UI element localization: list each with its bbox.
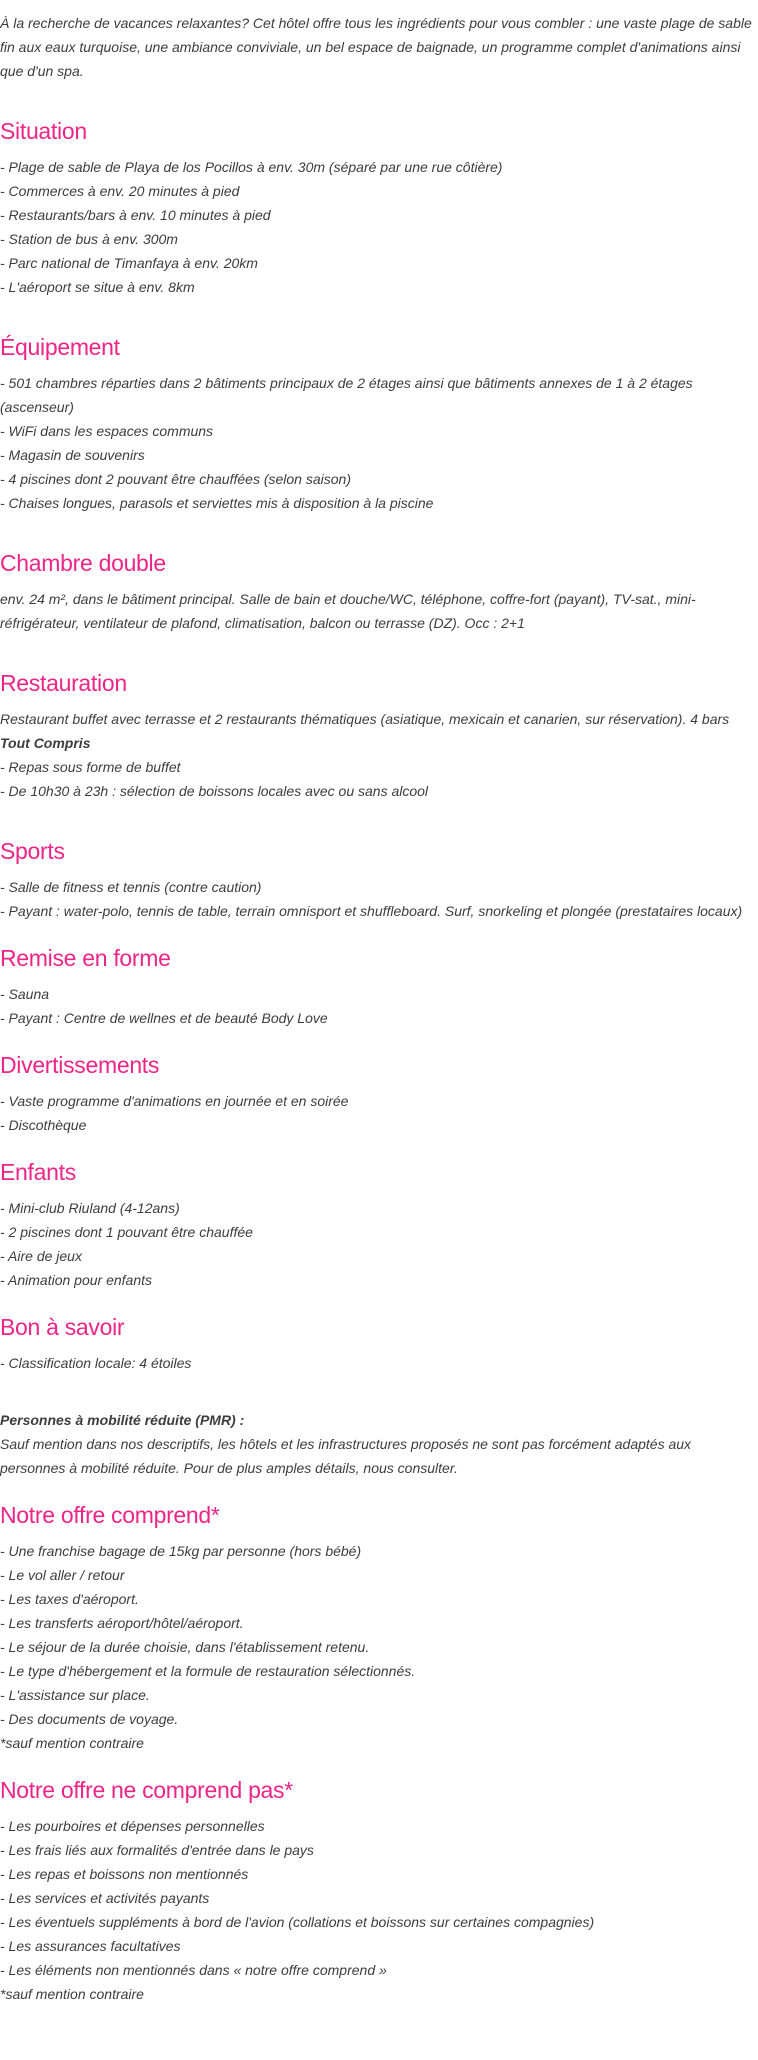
divertissements-heading: Divertissements xyxy=(0,1052,160,1078)
list-item: - Aire de jeux xyxy=(0,1248,82,1264)
list-item: - 4 piscines dont 2 pouvant être chauffées (selon saison) xyxy=(0,471,351,487)
list-item: - Les pourboires et dépenses personnelles xyxy=(0,1818,265,1834)
comprend-footnote: *sauf mention contraire xyxy=(0,1735,144,1751)
list-item: - Magasin de souvenirs xyxy=(0,447,145,463)
comprend-list xyxy=(0,1539,758,1731)
list-item: - 2 piscines dont 1 pouvant être chauffée xyxy=(0,1224,253,1240)
list-item: - Station de bus à env. 300m xyxy=(0,231,178,247)
list-item: - Les éventuels suppléments à bord de l'avion (collations et boissons sur certaines compagnies) xyxy=(0,1914,595,1930)
list-item: - Payant : water-polo, tennis de table, terrain omnisport et shuffleboard. Surf, snorkeling et plongée (prestataires locaux) xyxy=(0,903,743,919)
enfants-heading: Enfants xyxy=(0,1159,76,1185)
sports-heading: Sports xyxy=(0,838,65,864)
list-item: - Repas sous forme de buffet xyxy=(0,759,181,775)
list-item: - Les repas et boissons non mentionnés xyxy=(0,1866,249,1882)
list-item: - Commerces à env. 20 minutes à pied xyxy=(0,183,240,199)
list-item: - Mini-club Riuland (4-12ans) xyxy=(0,1200,180,1216)
forme-list xyxy=(0,982,758,1030)
list-item: - WiFi dans les espaces communs xyxy=(0,423,214,439)
savoir-heading: Bon à savoir xyxy=(0,1314,125,1340)
enfants-list xyxy=(0,1196,758,1292)
list-item: - Vaste programme d'animations en journée et en soirée xyxy=(0,1093,349,1109)
list-item: - Le vol aller / retour xyxy=(0,1567,125,1583)
pmr-title: Personnes à mobilité réduite (PMR) : xyxy=(0,1412,245,1428)
non-comprend-list xyxy=(0,1814,758,1982)
comprend-heading: Notre offre comprend* xyxy=(0,1502,220,1528)
list-item: - Discothèque xyxy=(0,1117,87,1133)
list-item: - Restaurants/bars à env. 10 minutes à pied xyxy=(0,207,271,223)
list-item: - 501 chambres réparties dans 2 bâtiments principaux de 2 étages ainsi que bâtiments annexes de 1 à 2 étages (ascenseur) xyxy=(0,375,693,415)
intro-text: À la recherche de vacances relaxantes? Cet hôtel offre tous les ingrédients pour vous combler : une vaste plage de sable fin aux eaux turquoise, une ambiance conviviale, un bel espace de baignade, un programme complet d'animations ainsi que d'un spa. xyxy=(0,15,752,79)
list-item: - Payant : Centre de wellnes et de beauté Body Love xyxy=(0,1010,328,1026)
non-comprend-footnote: *sauf mention contraire xyxy=(0,1986,144,2002)
list-item: - Plage de sable de Playa de los Pocillos à env. 30m (séparé par une rue côtière) xyxy=(0,159,503,175)
divertissements-list xyxy=(0,1089,758,1137)
list-item: - Classification locale: 4 étoiles xyxy=(0,1355,192,1371)
list-item: - L'aéroport se situe à env. 8km xyxy=(0,279,195,295)
sports-list xyxy=(0,875,758,923)
list-item: - L'assistance sur place. xyxy=(0,1687,150,1703)
list-item: - Animation pour enfants xyxy=(0,1272,153,1288)
list-item: - Les frais liés aux formalités d'entrée dans le pays xyxy=(0,1842,314,1858)
list-item: - Parc national de Timanfaya à env. 20km xyxy=(0,255,258,271)
restauration-text: Restaurant buffet avec terrasse et 2 restaurants thématiques (asiatique, mexicain et canarien, sur réservation). 4 bars xyxy=(0,711,730,727)
chambre-heading: Chambre double xyxy=(0,550,166,576)
list-item: - Les transferts aéroport/hôtel/aéroport. xyxy=(0,1615,244,1631)
list-item: - Le type d'hébergement et la formule de restauration sélectionnés. xyxy=(0,1663,416,1679)
situation-list xyxy=(0,155,758,299)
list-item: - Salle de fitness et tennis (contre caution) xyxy=(0,879,262,895)
list-item: - Les services et activités payants xyxy=(0,1890,210,1906)
restauration-list xyxy=(0,755,758,803)
list-item: - Les assurances facultatives xyxy=(0,1938,181,1954)
forme-heading: Remise en forme xyxy=(0,945,171,971)
non-comprend-heading: Notre offre ne comprend pas* xyxy=(0,1777,293,1803)
savoir-list xyxy=(0,1351,758,1375)
list-item: - Chaises longues, parasols et serviettes mis à disposition à la piscine xyxy=(0,495,434,511)
situation-heading: Situation xyxy=(0,118,87,144)
equipement-heading: Équipement xyxy=(0,334,120,360)
list-item: - Sauna xyxy=(0,986,50,1002)
list-item: - Une franchise bagage de 15kg par personne (hors bébé) xyxy=(0,1543,362,1559)
list-item: - Les éléments non mentionnés dans « notre offre comprend » xyxy=(0,1962,387,1978)
list-item: - Les taxes d'aéroport. xyxy=(0,1591,139,1607)
chambre-text: env. 24 m², dans le bâtiment principal. Salle de bain et douche/WC, téléphone, coffre-fort (payant), TV-sat., mini-réfrigérateur, ventilateur de plafond, climatisation, balcon ou terrasse (DZ). Occ : 2+1 xyxy=(0,591,696,631)
list-item: - Des documents de voyage. xyxy=(0,1711,179,1727)
equipement-list xyxy=(0,371,758,515)
list-item: - De 10h30 à 23h : sélection de boissons locales avec ou sans alcool xyxy=(0,783,429,799)
restauration-heading: Restauration xyxy=(0,670,127,696)
pmr-text: Sauf mention dans nos descriptifs, les hôtels et les infrastructures proposés ne sont pas forcément adaptés aux personnes à mobilité réduite. Pour de plus amples détails, nous consulter. xyxy=(0,1436,692,1476)
list-item: - Le séjour de la durée choisie, dans l'établissement retenu. xyxy=(0,1639,370,1655)
formula-label: Tout Compris xyxy=(0,735,91,751)
